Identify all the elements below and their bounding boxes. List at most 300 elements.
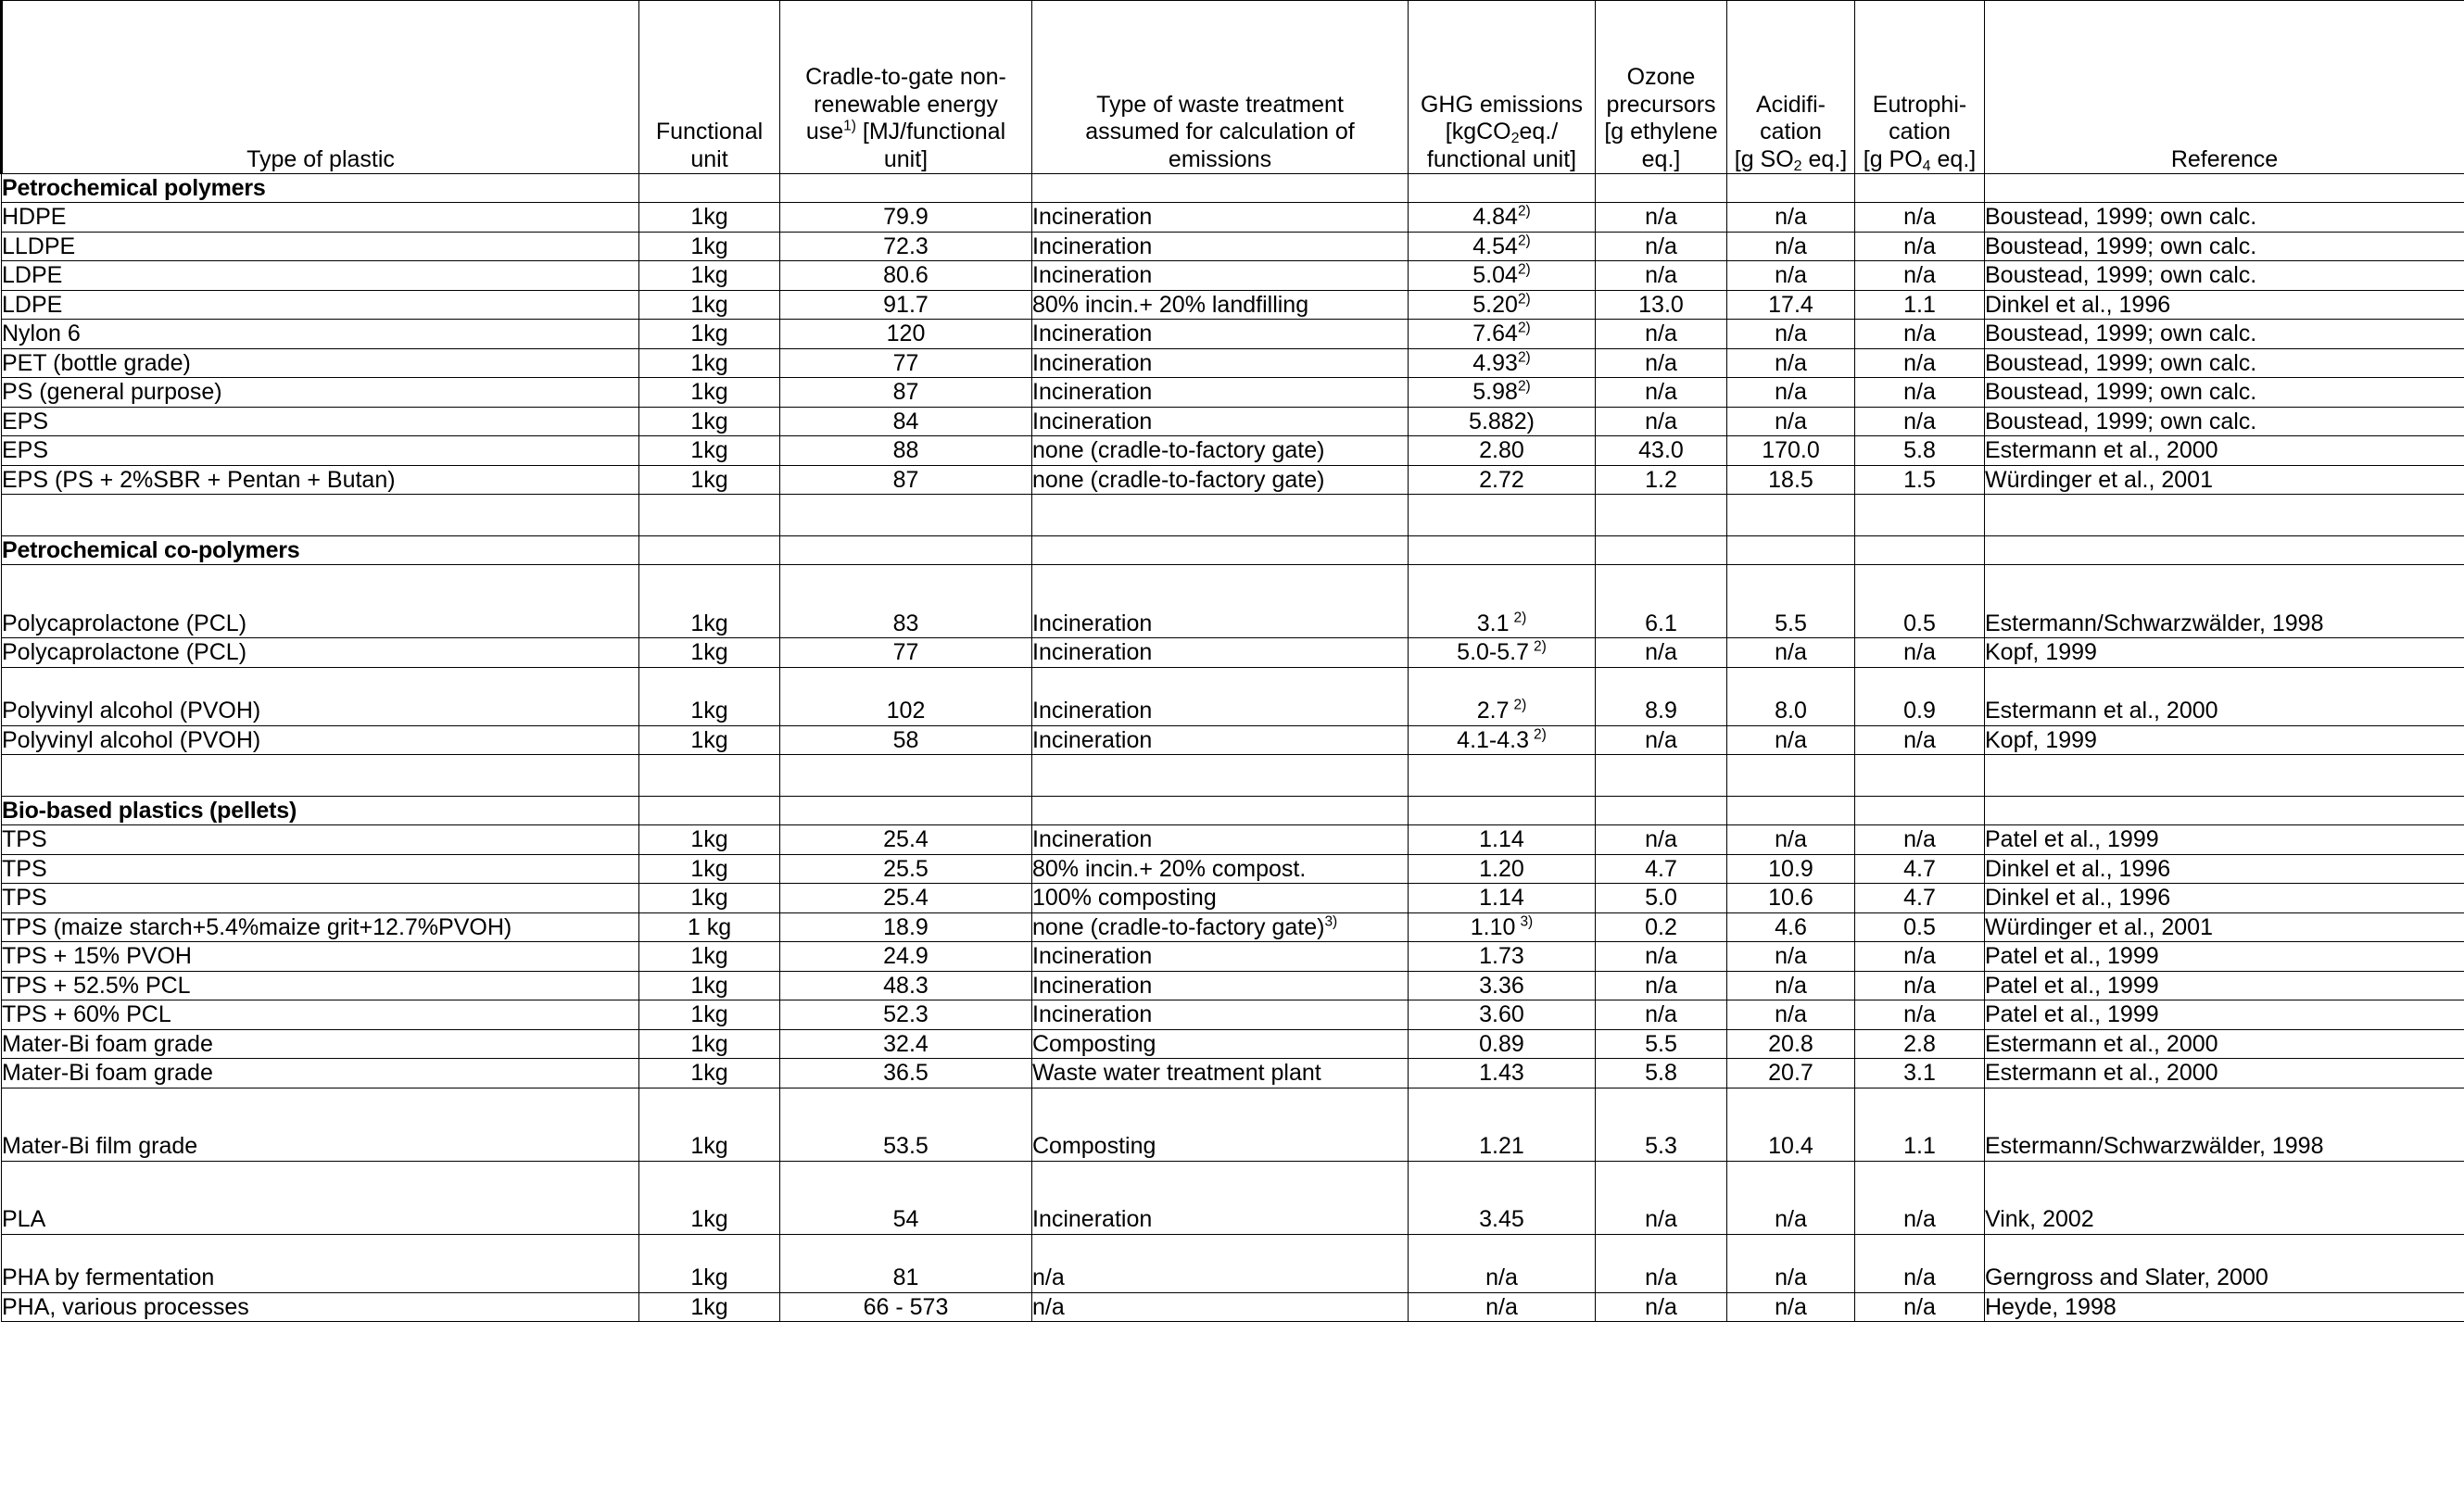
cell-energy: 102 <box>780 667 1032 725</box>
cell-ozone: 43.0 <box>1596 436 1727 466</box>
cell-energy: 36.5 <box>780 1059 1032 1088</box>
cell-acidification: n/a <box>1727 1000 1855 1030</box>
cell-acidification: n/a <box>1727 407 1855 436</box>
cell-reference: Estermann et al., 2000 <box>1985 667 2464 725</box>
header-line: [g ethylene <box>1604 119 1718 145</box>
cell-ghg: 5.20$^{2)}$ <box>1409 290 1596 320</box>
column-header-eutrophication <box>1855 1 1985 174</box>
cell-reference: Estermann/Schwarzwälder, 1998 <box>1985 565 2464 638</box>
section-header-row <box>2 174 2464 203</box>
cell-type: TPS (maize starch+5.4%maize grit+12.7%PVOH) <box>2 912 639 942</box>
cell-ghg: 4.84$^{2)}$ <box>1409 203 1596 233</box>
cell-reference: Kopf, 1999 <box>1985 638 2464 668</box>
cell-energy: 84 <box>780 407 1032 436</box>
cell-eutrophication: 2.8 <box>1855 1029 1985 1059</box>
cell-eutrophication: 0.9 <box>1855 667 1985 725</box>
cell-functional-unit: 1kg <box>639 854 780 884</box>
cell-energy: 25.4 <box>780 884 1032 913</box>
header-line: Type of waste treatment <box>1096 91 1344 118</box>
cell-functional-unit <box>639 755 780 797</box>
cell-ghg <box>1409 495 1596 536</box>
cell-type: TPS <box>2 825 639 855</box>
cell-acidification: n/a <box>1727 203 1855 233</box>
cell-reference: Patel et al., 1999 <box>1985 1000 2464 1030</box>
header-line: Ozone <box>1626 64 1696 90</box>
cell-waste-treatment: Incineration <box>1032 407 1409 436</box>
cell-ozone: 5.3 <box>1596 1088 1727 1161</box>
cell-acidification: 20.7 <box>1727 1059 1855 1088</box>
cell-reference: Würdinger et al., 2001 <box>1985 912 2464 942</box>
header-line: Acidifi- <box>1755 91 1826 118</box>
cell-eutrophication: n/a <box>1855 407 1985 436</box>
cell-acidification: 17.4 <box>1727 290 1855 320</box>
cell-acidification: n/a <box>1727 638 1855 668</box>
cell-waste-treatment: none (cradle-to-factory gate)$^{3)}$ <box>1032 912 1409 942</box>
cell-type: Mater-Bi foam grade <box>2 1059 639 1088</box>
cell-type: TPS <box>2 854 639 884</box>
cell-waste-treatment: Incineration <box>1032 667 1409 725</box>
cell-ghg: 1.14 <box>1409 825 1596 855</box>
cell-energy: 79.9 <box>780 203 1032 233</box>
header-line: emissions <box>1168 145 1272 172</box>
cell-eutrophication: 1.5 <box>1855 465 1985 495</box>
cell-acidification: 20.8 <box>1727 1029 1855 1059</box>
cell-acidification: n/a <box>1727 378 1855 408</box>
cell-eutrophication: n/a <box>1855 261 1985 291</box>
column-header-type-of-plastic <box>2 1 639 174</box>
header-line: Reference <box>2170 145 2279 172</box>
cell-ghg: 1.21 <box>1409 1088 1596 1161</box>
cell-functional-unit: 1kg <box>639 638 780 668</box>
cell-ozone <box>1596 495 1727 536</box>
cell-waste-treatment: 80% incin.+ 20% compost. <box>1032 854 1409 884</box>
cell-type: TPS <box>2 884 639 913</box>
cell-waste-treatment: Incineration <box>1032 638 1409 668</box>
cell-acidification: n/a <box>1727 261 1855 291</box>
table-row <box>2 971 2464 1000</box>
cell-ghg: 4.1-4.3 $^{2)}$ <box>1409 725 1596 755</box>
cell-waste-treatment <box>1032 174 1409 203</box>
cell-eutrophication: n/a <box>1855 1234 1985 1292</box>
cell-functional-unit: 1kg <box>639 1088 780 1161</box>
cell-eutrophication: n/a <box>1855 825 1985 855</box>
cell-eutrophication: n/a <box>1855 1000 1985 1030</box>
table-row <box>2 667 2464 725</box>
cell-eutrophication: n/a <box>1855 638 1985 668</box>
cell-waste-treatment: Incineration <box>1032 1000 1409 1030</box>
cell-type <box>2 495 639 536</box>
header-line: cation <box>1760 119 1822 145</box>
cell-type: Polyvinyl alcohol (PVOH) <box>2 725 639 755</box>
cell-waste-treatment: Incineration <box>1032 825 1409 855</box>
cell-eutrophication: 5.8 <box>1855 436 1985 466</box>
cell-type: Polyvinyl alcohol (PVOH) <box>2 667 639 725</box>
cell-ghg: 3.45 <box>1409 1161 1596 1234</box>
cell-ghg: 7.64$^{2)}$ <box>1409 320 1596 349</box>
table-row <box>2 407 2464 436</box>
table-row <box>2 378 2464 408</box>
cell-functional-unit <box>639 174 780 203</box>
cell-energy: 18.9 <box>780 912 1032 942</box>
cell-eutrophication: 4.7 <box>1855 854 1985 884</box>
column-header-ozone-precursors <box>1596 1 1727 174</box>
table-row <box>2 436 2464 466</box>
cell-energy: 53.5 <box>780 1088 1032 1161</box>
cell-energy: 87 <box>780 378 1032 408</box>
cell-functional-unit: 1kg <box>639 825 780 855</box>
cell-functional-unit: 1 kg <box>639 912 780 942</box>
table-row <box>2 261 2464 291</box>
cell-reference: Heyde, 1998 <box>1985 1292 2464 1322</box>
cell-energy: 72.3 <box>780 232 1032 261</box>
cell-eutrophication <box>1855 797 1985 825</box>
cell-type: LLDPE <box>2 232 639 261</box>
cell-ghg <box>1409 536 1596 565</box>
header-line: [g $PO_4$ eq.] <box>1863 145 1977 174</box>
cell-ghg: 5.882) <box>1409 407 1596 436</box>
cell-reference: Estermann et al., 2000 <box>1985 436 2464 466</box>
cell-ozone: n/a <box>1596 407 1727 436</box>
cell-reference: Gerngross and Slater, 2000 <box>1985 1234 2464 1292</box>
table-row <box>2 465 2464 495</box>
cell-reference: Estermann et al., 2000 <box>1985 1029 2464 1059</box>
cell-ozone <box>1596 797 1727 825</box>
table-row <box>2 1234 2464 1292</box>
cell-waste-treatment: Incineration <box>1032 232 1409 261</box>
cell-functional-unit <box>639 495 780 536</box>
cell-ozone: 8.9 <box>1596 667 1727 725</box>
cell-energy: 80.6 <box>780 261 1032 291</box>
cell-functional-unit: 1kg <box>639 290 780 320</box>
cell-waste-treatment: none (cradle-to-factory gate) <box>1032 465 1409 495</box>
cell-type: EPS (PS + 2%SBR + Pentan + Butan) <box>2 465 639 495</box>
section-title: Petrochemical polymers <box>2 174 639 203</box>
cell-reference <box>1985 755 2464 797</box>
cell-functional-unit: 1kg <box>639 971 780 1000</box>
section-header-row <box>2 536 2464 565</box>
cell-type: PLA <box>2 1161 639 1234</box>
cell-energy: 88 <box>780 436 1032 466</box>
cell-ghg: n/a <box>1409 1292 1596 1322</box>
section-title: Petrochemical co-polymers <box>2 536 639 565</box>
table-row <box>2 565 2464 638</box>
cell-functional-unit: 1kg <box>639 232 780 261</box>
cell-energy: 120 <box>780 320 1032 349</box>
cell-functional-unit: 1kg <box>639 203 780 233</box>
cell-functional-unit <box>639 797 780 825</box>
cell-type: PET (bottle grade) <box>2 348 639 378</box>
header-line: unit <box>690 145 728 172</box>
cell-energy <box>780 797 1032 825</box>
cell-type: Polycaprolactone (PCL) <box>2 638 639 668</box>
table-row <box>2 854 2464 884</box>
cell-acidification: n/a <box>1727 825 1855 855</box>
cell-ozone: 1.2 <box>1596 465 1727 495</box>
cell-waste-treatment: Incineration <box>1032 203 1409 233</box>
cell-ozone: 4.7 <box>1596 854 1727 884</box>
cell-acidification: n/a <box>1727 1292 1855 1322</box>
cell-acidification: 10.9 <box>1727 854 1855 884</box>
cell-reference: Würdinger et al., 2001 <box>1985 465 2464 495</box>
cell-ghg: 1.20 <box>1409 854 1596 884</box>
table-row <box>2 232 2464 261</box>
cell-ghg: 2.72 <box>1409 465 1596 495</box>
cell-acidification <box>1727 174 1855 203</box>
header-line: functional unit] <box>1426 145 1577 172</box>
cell-functional-unit: 1kg <box>639 725 780 755</box>
column-header-waste-treatment <box>1032 1 1409 174</box>
column-header-functional-unit <box>639 1 780 174</box>
cell-energy: 32.4 <box>780 1029 1032 1059</box>
cell-acidification: 170.0 <box>1727 436 1855 466</box>
cell-acidification: n/a <box>1727 725 1855 755</box>
cell-energy: 77 <box>780 638 1032 668</box>
cell-acidification: 10.4 <box>1727 1088 1855 1161</box>
cell-eutrophication: n/a <box>1855 320 1985 349</box>
cell-ozone: 5.0 <box>1596 884 1727 913</box>
cell-type: Polycaprolactone (PCL) <box>2 565 639 638</box>
table-row <box>2 912 2464 942</box>
cell-energy: 52.3 <box>780 1000 1032 1030</box>
cell-eutrophication: n/a <box>1855 942 1985 972</box>
cell-acidification <box>1727 797 1855 825</box>
cell-functional-unit: 1kg <box>639 1000 780 1030</box>
header-line: Functional <box>655 119 764 145</box>
cell-ozone <box>1596 755 1727 797</box>
cell-acidification: n/a <box>1727 971 1855 1000</box>
cell-type: PHA by fermentation <box>2 1234 639 1292</box>
cell-acidification <box>1727 536 1855 565</box>
cell-eutrophication: 0.5 <box>1855 565 1985 638</box>
cell-eutrophication: n/a <box>1855 725 1985 755</box>
cell-reference: Boustead, 1999; own calc. <box>1985 348 2464 378</box>
cell-functional-unit: 1kg <box>639 348 780 378</box>
cell-functional-unit: 1kg <box>639 407 780 436</box>
header-line: [g $SO_2$ eq.] <box>1734 145 1848 174</box>
cell-reference: Boustead, 1999; own calc. <box>1985 261 2464 291</box>
cell-type: EPS <box>2 436 639 466</box>
cell-energy: 81 <box>780 1234 1032 1292</box>
cell-ghg: 1.43 <box>1409 1059 1596 1088</box>
cell-waste-treatment: Incineration <box>1032 942 1409 972</box>
cell-waste-treatment: 100% composting <box>1032 884 1409 913</box>
cell-ghg: 3.1 $^{2)}$ <box>1409 565 1596 638</box>
cell-functional-unit: 1kg <box>639 667 780 725</box>
cell-eutrophication: 1.1 <box>1855 290 1985 320</box>
cell-waste-treatment: Incineration <box>1032 320 1409 349</box>
cell-eutrophication: n/a <box>1855 971 1985 1000</box>
cell-eutrophication <box>1855 536 1985 565</box>
cell-waste-treatment: Incineration <box>1032 378 1409 408</box>
cell-energy: 77 <box>780 348 1032 378</box>
cell-type: HDPE <box>2 203 639 233</box>
header-line: precursors <box>1606 91 1716 118</box>
table-row <box>2 1059 2464 1088</box>
cell-ozone: 5.8 <box>1596 1059 1727 1088</box>
cell-reference: Patel et al., 1999 <box>1985 971 2464 1000</box>
cell-functional-unit: 1kg <box>639 436 780 466</box>
cell-reference <box>1985 174 2464 203</box>
header-line: use$^{1)}$ [MJ/functional <box>805 118 1006 145</box>
cell-ghg: 1.10 $^{3)}$ <box>1409 912 1596 942</box>
header-line: [kgCO$_2$eq./ <box>1445 119 1559 147</box>
column-header-energy-use <box>780 1 1032 174</box>
cell-type: TPS + 52.5% PCL <box>2 971 639 1000</box>
cell-reference: Boustead, 1999; own calc. <box>1985 232 2464 261</box>
cell-acidification <box>1727 495 1855 536</box>
cell-ozone: 6.1 <box>1596 565 1727 638</box>
cell-eutrophication: n/a <box>1855 203 1985 233</box>
cell-reference: Estermann/Schwarzwälder, 1998 <box>1985 1088 2464 1161</box>
table-row <box>2 884 2464 913</box>
cell-acidification: n/a <box>1727 1161 1855 1234</box>
cell-reference: Kopf, 1999 <box>1985 725 2464 755</box>
cell-reference: Dinkel et al., 1996 <box>1985 884 2464 913</box>
table-row <box>2 290 2464 320</box>
cell-eutrophication <box>1855 174 1985 203</box>
cell-ghg: 2.7 $^{2)}$ <box>1409 667 1596 725</box>
cell-reference <box>1985 495 2464 536</box>
cell-functional-unit: 1kg <box>639 942 780 972</box>
cell-ghg: 2.80 <box>1409 436 1596 466</box>
column-header-acidification <box>1727 1 1855 174</box>
cell-ozone: n/a <box>1596 1161 1727 1234</box>
cell-type: Mater-Bi film grade <box>2 1088 639 1161</box>
cell-energy: 87 <box>780 465 1032 495</box>
cell-ozone: n/a <box>1596 638 1727 668</box>
cell-waste-treatment: Composting <box>1032 1029 1409 1059</box>
cell-reference: Patel et al., 1999 <box>1985 942 2464 972</box>
cell-ozone: 13.0 <box>1596 290 1727 320</box>
cell-ozone: n/a <box>1596 1292 1727 1322</box>
cell-acidification: 5.5 <box>1727 565 1855 638</box>
cell-energy: 91.7 <box>780 290 1032 320</box>
header-line: renewable energy <box>814 91 998 118</box>
cell-waste-treatment <box>1032 536 1409 565</box>
cell-functional-unit: 1kg <box>639 1161 780 1234</box>
table-row <box>2 348 2464 378</box>
cell-reference: Estermann et al., 2000 <box>1985 1059 2464 1088</box>
cell-functional-unit: 1kg <box>639 261 780 291</box>
cell-ozone: n/a <box>1596 725 1727 755</box>
table-row <box>2 825 2464 855</box>
header-row <box>2 1 2464 174</box>
cell-ghg: 0.89 <box>1409 1029 1596 1059</box>
cell-eutrophication: 1.1 <box>1855 1088 1985 1161</box>
cell-ghg: 1.73 <box>1409 942 1596 972</box>
cell-acidification: 10.6 <box>1727 884 1855 913</box>
cell-eutrophication: 4.7 <box>1855 884 1985 913</box>
section-title: Bio-based plastics (pellets) <box>2 797 639 825</box>
cell-ghg: n/a <box>1409 1234 1596 1292</box>
cell-reference: Boustead, 1999; own calc. <box>1985 203 2464 233</box>
cell-ghg: 4.54$^{2)}$ <box>1409 232 1596 261</box>
cell-functional-unit: 1kg <box>639 320 780 349</box>
header-line: Eutrophi- <box>1872 91 1967 118</box>
cell-functional-unit: 1kg <box>639 378 780 408</box>
cell-ozone: n/a <box>1596 942 1727 972</box>
cell-reference <box>1985 797 2464 825</box>
cell-reference: Dinkel et al., 1996 <box>1985 854 2464 884</box>
table-row <box>2 1029 2464 1059</box>
cell-ghg <box>1409 797 1596 825</box>
cell-waste-treatment: Incineration <box>1032 971 1409 1000</box>
cell-energy <box>780 536 1032 565</box>
cell-reference: Patel et al., 1999 <box>1985 825 2464 855</box>
section-gap-row <box>2 495 2464 536</box>
cell-type: Mater-Bi foam grade <box>2 1029 639 1059</box>
cell-eutrophication: n/a <box>1855 1292 1985 1322</box>
cell-ozone: n/a <box>1596 971 1727 1000</box>
cell-ozone: n/a <box>1596 348 1727 378</box>
table-header <box>2 1 2464 174</box>
cell-type: PS (general purpose) <box>2 378 639 408</box>
cell-ozone: n/a <box>1596 203 1727 233</box>
cell-energy: 48.3 <box>780 971 1032 1000</box>
cell-energy: 25.4 <box>780 825 1032 855</box>
cell-waste-treatment <box>1032 495 1409 536</box>
cell-waste-treatment: Composting <box>1032 1088 1409 1161</box>
cell-reference: Boustead, 1999; own calc. <box>1985 407 2464 436</box>
cell-eutrophication: 0.5 <box>1855 912 1985 942</box>
cell-ghg: 4.93$^{2)}$ <box>1409 348 1596 378</box>
cell-ozone: n/a <box>1596 825 1727 855</box>
cell-functional-unit: 1kg <box>639 1059 780 1088</box>
cell-type: TPS + 15% PVOH <box>2 942 639 972</box>
cell-type <box>2 755 639 797</box>
cell-reference: Boustead, 1999; own calc. <box>1985 378 2464 408</box>
cell-ghg <box>1409 174 1596 203</box>
cell-ozone: n/a <box>1596 261 1727 291</box>
cell-functional-unit: 1kg <box>639 1029 780 1059</box>
cell-ozone: n/a <box>1596 1000 1727 1030</box>
header-line: Cradle-to-gate non- <box>805 64 1006 90</box>
table-row <box>2 1161 2464 1234</box>
cell-energy <box>780 755 1032 797</box>
cell-ozone: n/a <box>1596 232 1727 261</box>
cell-acidification: n/a <box>1727 232 1855 261</box>
cell-ozone: n/a <box>1596 1234 1727 1292</box>
cell-waste-treatment: Incineration <box>1032 1161 1409 1234</box>
cell-energy: 25.5 <box>780 854 1032 884</box>
cell-acidification: 8.0 <box>1727 667 1855 725</box>
table-row <box>2 638 2464 668</box>
cell-ghg <box>1409 755 1596 797</box>
cell-energy <box>780 174 1032 203</box>
cell-type: TPS + 60% PCL <box>2 1000 639 1030</box>
cell-type: Nylon 6 <box>2 320 639 349</box>
cell-ozone <box>1596 536 1727 565</box>
header-line: assumed for calculation of <box>1085 119 1355 145</box>
table-row <box>2 1088 2464 1161</box>
header-line: unit] <box>883 145 929 172</box>
cell-eutrophication: n/a <box>1855 232 1985 261</box>
cell-acidification: n/a <box>1727 1234 1855 1292</box>
section-header-row <box>2 797 2464 825</box>
cell-energy <box>780 495 1032 536</box>
cell-reference: Vink, 2002 <box>1985 1161 2464 1234</box>
cell-functional-unit: 1kg <box>639 465 780 495</box>
cell-energy: 54 <box>780 1161 1032 1234</box>
cell-waste-treatment: Waste water treatment plant <box>1032 1059 1409 1088</box>
cell-ghg: 5.98$^{2)}$ <box>1409 378 1596 408</box>
table-body <box>2 174 2464 1322</box>
header-line: eq.] <box>1641 145 1681 172</box>
cell-waste-treatment: none (cradle-to-factory gate) <box>1032 436 1409 466</box>
cell-functional-unit: 1kg <box>639 1292 780 1322</box>
cell-acidification: n/a <box>1727 320 1855 349</box>
cell-acidification: n/a <box>1727 942 1855 972</box>
